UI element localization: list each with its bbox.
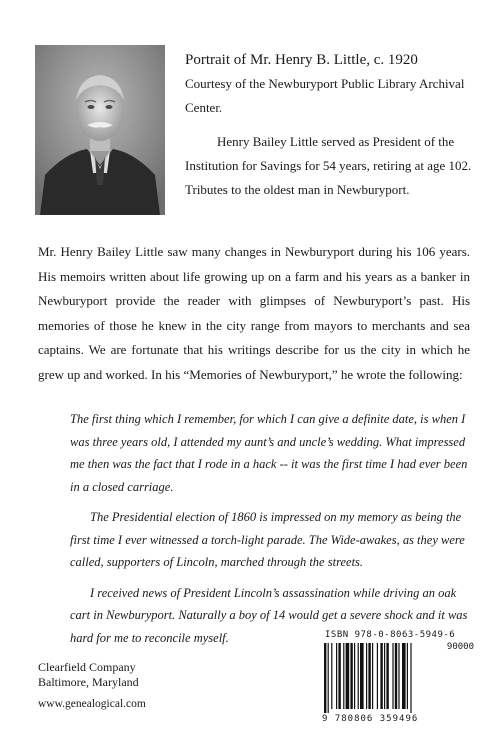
isbn-barcode [320, 630, 478, 728]
quote-paragraph: The first thing which I remember, for which I can give a definite date, is when I was three years old, I attended my aunt’s and uncle’s wedding. What impressed me then was the fact that I rode in a hack -- it was the first time I had ever been in a closed carriage. [70, 412, 468, 494]
publisher-info [38, 660, 139, 690]
barcode-digits: 9 780806 359496 [322, 714, 419, 724]
portrait-photo [35, 45, 165, 215]
caption-credit: Courtesy of the Newburyport Public Library Archival Center. [185, 76, 465, 115]
quote-paragraph: I received news of President Lincoln’s assassination while driving an oak cart in Newburyport. Naturally a boy of 14 would get a severe shock and it was hard for me to reconcile myself. [70, 585, 468, 645]
portrait-caption [185, 48, 475, 202]
isbn-label: ISBN 978-0-8063-5949-6 [325, 630, 456, 640]
memoir-quotes [70, 408, 472, 657]
publisher-name: Clearfield Company [38, 660, 136, 674]
barcode-bars [324, 643, 444, 713]
publisher-location: Baltimore, Maryland [38, 675, 139, 689]
price-code: 90000 [446, 642, 474, 652]
caption-bio: Henry Bailey Little served as President of the Institution for Savings for 54 years, retiring at age 102. Tributes to the oldest man in Newburyport. [185, 134, 472, 197]
publisher-website: www.genealogical.com [38, 698, 146, 710]
caption-title: Portrait of Mr. Henry B. Little, c. 1920 [185, 52, 418, 68]
intro-paragraph: Mr. Henry Bailey Little saw many changes in Newburyport during his 106 years. His memoirs written about life growing up on a farm and his years as a banker in Newburyport provide the reader with glimpses of Newburyport’s past. His memories of those he knew in the city range from mayors to merchants and sea captains. We are fortunate that his writings describe for us the city in which he grew up and worked. In his “Memories of Newburyport,” he wrote the following: [38, 244, 470, 382]
quote-paragraph: The Presidential election of 1860 is impressed on my memory as being the first time I ever witnessed a torch-light parade. The Wide-awakes, as they were called, supporters of Lincoln, marched through the streets. [70, 510, 465, 569]
